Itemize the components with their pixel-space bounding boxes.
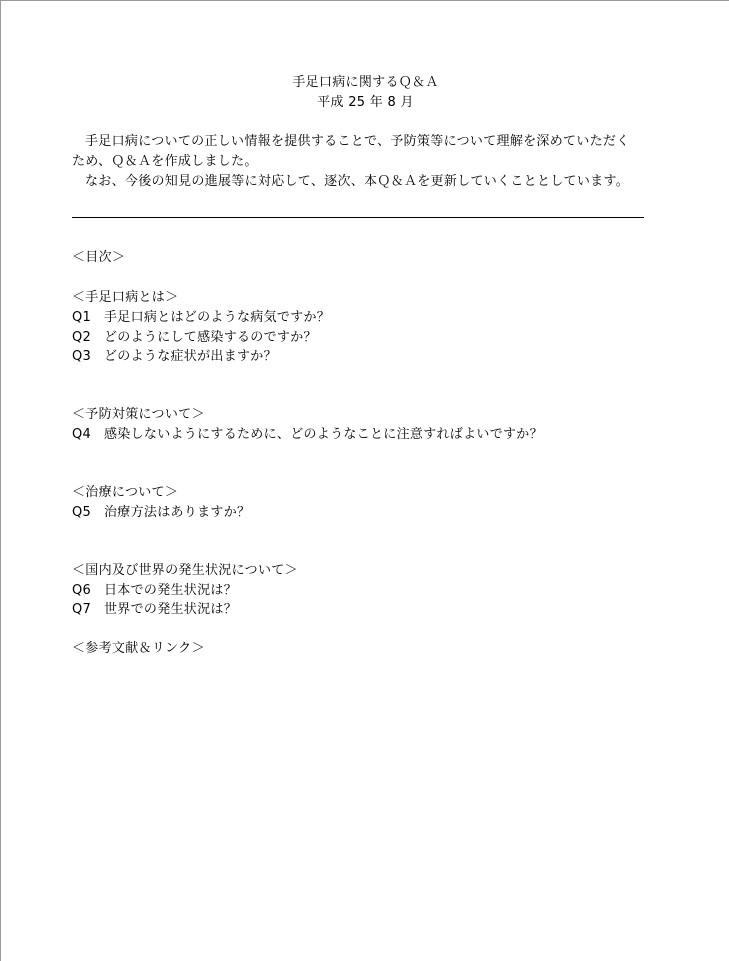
question-text: 日本での発生状況は？ <box>104 583 238 598</box>
horizontal-divider <box>72 217 644 218</box>
question-text: 治療方法はありますか？ <box>104 505 251 520</box>
question-text: 手足口病とはどのような病気ですか？ <box>104 310 331 325</box>
toc-item-q4[interactable] <box>72 425 543 445</box>
document-date: 平成 25 年 8 月 <box>317 95 414 110</box>
section-heading-outbreak-status: ＜国内及び世界の発生状況について＞ <box>72 563 298 578</box>
question-number: Q6 <box>72 583 92 598</box>
section-heading-treatment: ＜治療について＞ <box>72 485 179 500</box>
question-number: Q3 <box>72 349 92 364</box>
toc-heading: ＜目次＞ <box>72 250 126 265</box>
toc-item-q7[interactable] <box>72 600 237 620</box>
intro-paragraph-line-3: なお、今後の知見の進展等に対応して、逐次、本Ｑ＆Ａを更新していくこととしています。 <box>85 174 630 189</box>
question-number: Q7 <box>72 602 92 617</box>
question-number: Q1 <box>72 310 92 325</box>
section-heading-about: ＜手足口病とは＞ <box>72 290 179 305</box>
question-text: どのようにして感染するのですか？ <box>104 330 317 345</box>
intro-paragraph-line-2: ため、Ｑ＆Ａを作成しました。 <box>72 154 258 169</box>
section-heading-prevention: ＜予防対策について＞ <box>72 407 205 422</box>
document-title: 手足口病に関するＱ＆Ａ <box>292 75 439 90</box>
intro-paragraph-line-1: 手足口病についての正しい情報を提供することで、予防策等について理解を深めていただく <box>85 134 630 149</box>
toc-item-q6[interactable] <box>72 581 237 601</box>
question-text: 感染しないようにするために、どのようなことに注意すればよいですか？ <box>104 427 543 442</box>
question-text: どのような症状が出ますか？ <box>104 349 277 364</box>
question-text: 世界での発生状況は？ <box>104 602 238 617</box>
question-number: Q4 <box>72 427 92 442</box>
references-heading[interactable]: ＜参考文献＆リンク＞ <box>72 641 205 656</box>
question-number: Q5 <box>72 505 92 520</box>
toc-item-q1[interactable] <box>72 308 330 328</box>
toc-item-q3[interactable] <box>72 347 277 367</box>
toc-item-q5[interactable] <box>72 503 250 523</box>
question-number: Q2 <box>72 330 92 345</box>
toc-item-q2[interactable] <box>72 328 317 348</box>
